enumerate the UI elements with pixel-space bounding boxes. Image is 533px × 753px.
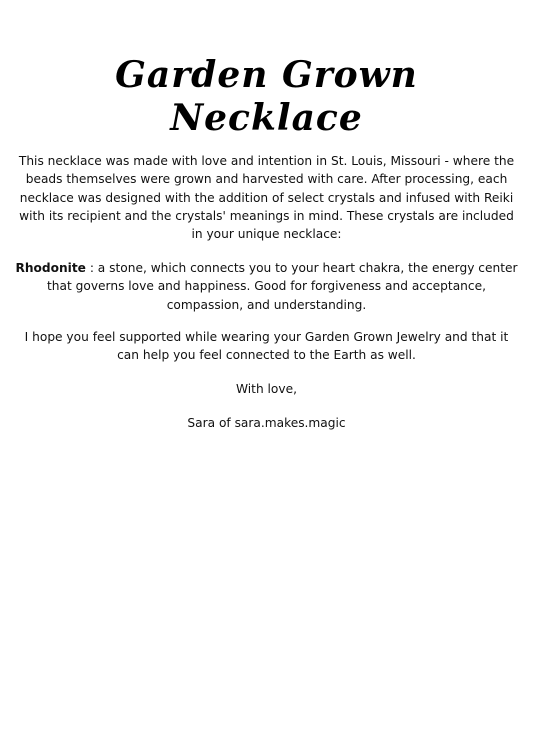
hope-paragraph: I hope you feel supported while wearing your Garden Grown Jewelry and that it can help you feel connected to the Earth as well. — [24, 330, 509, 363]
title-line-1: Garden Grown — [115, 54, 418, 96]
crystal-description: : a stone, which connects you to your heart chakra, the energy center that governs love and happiness. Good for forgiveness and acceptance, compassion, and understanding. — [47, 261, 518, 312]
title-line-2: Necklace — [170, 97, 363, 139]
intro-paragraph: This necklace was made with love and intention in St. Louis, Missouri - where the beads themselves were grown and harvested with care. After processing, each necklace was designed with the addition of select crystals and infused with Reiki with its recipient and the crystals' meanings in mind. These crystals are included in your unique necklace: — [18, 154, 515, 242]
closing-text: With love, — [236, 382, 297, 396]
crystal-name: Rhodonite — [15, 261, 86, 275]
crystal-paragraph — [14, 259, 519, 314]
signature-text: Sara of sara.makes.magic — [187, 416, 346, 430]
